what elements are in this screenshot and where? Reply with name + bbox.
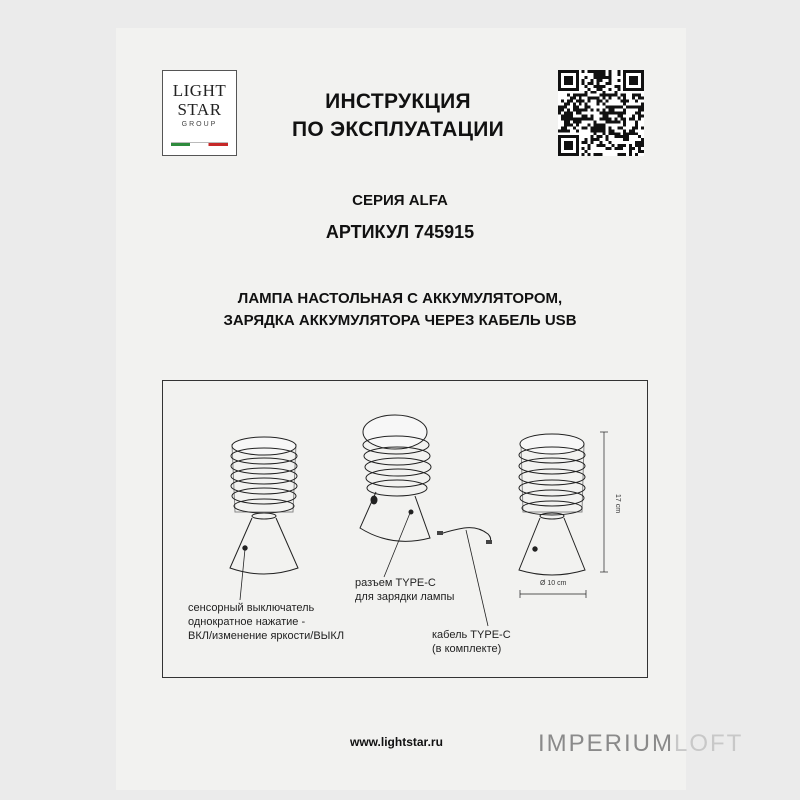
logo-line-3: GROUP <box>181 121 218 128</box>
website-link[interactable]: www.lightstar.ru <box>350 735 443 749</box>
diameter-dimension-label: Ø 10 cm <box>540 580 567 587</box>
watermark-part-b: LOFT <box>674 730 744 757</box>
logo-line-1: LIGHT <box>172 81 227 100</box>
title-line-1: ИНСТРУКЦИЯ <box>325 90 471 113</box>
cable-caption-line-1: кабель TYPE-C <box>432 629 511 641</box>
series-label: СЕРИЯ ALFA <box>352 192 448 209</box>
type-c-cable-illustration <box>437 528 492 544</box>
connector-caption <box>355 576 454 604</box>
title-line-2: ПО ЭКСПЛУАТАЦИИ <box>291 118 505 141</box>
lamp-left-illustration <box>230 437 298 574</box>
connector-caption-line-1: разъем TYPE-C <box>355 577 436 589</box>
switch-caption <box>188 601 344 643</box>
switch-caption-line-3: ВКЛ/изменение яркости/ВЫКЛ <box>188 630 345 642</box>
switch-caption-line-1: сенсорный выключатель <box>188 602 315 614</box>
lamp-middle-illustration <box>360 415 431 541</box>
watermark-part-a: IMPERIUM <box>538 730 674 757</box>
lamp-right-illustration <box>519 434 585 575</box>
description-line-2: ЗАРЯДКА АККУМУЛЯТОРА ЧЕРЕЗ КАБЕЛЬ USB <box>223 312 577 329</box>
cable-caption-line-2: (в комплекте) <box>432 643 502 655</box>
imperiumloft-watermark <box>538 730 743 758</box>
height-dimension-label: 17 cm <box>614 494 621 514</box>
diameter-dimension-line <box>520 590 586 598</box>
logo-line-2: STAR <box>177 100 222 119</box>
description-line-1: ЛАМПА НАСТОЛЬНАЯ С АККУМУЛЯТОРОМ, <box>237 290 563 307</box>
connector-caption-line-2: для зарядки лампы <box>355 591 455 603</box>
height-dimension-line <box>600 432 608 572</box>
cable-caption <box>432 628 511 656</box>
switch-caption-line-2: однократное нажатие - <box>188 616 306 628</box>
article-number: АРТИКУЛ 745915 <box>325 222 475 242</box>
